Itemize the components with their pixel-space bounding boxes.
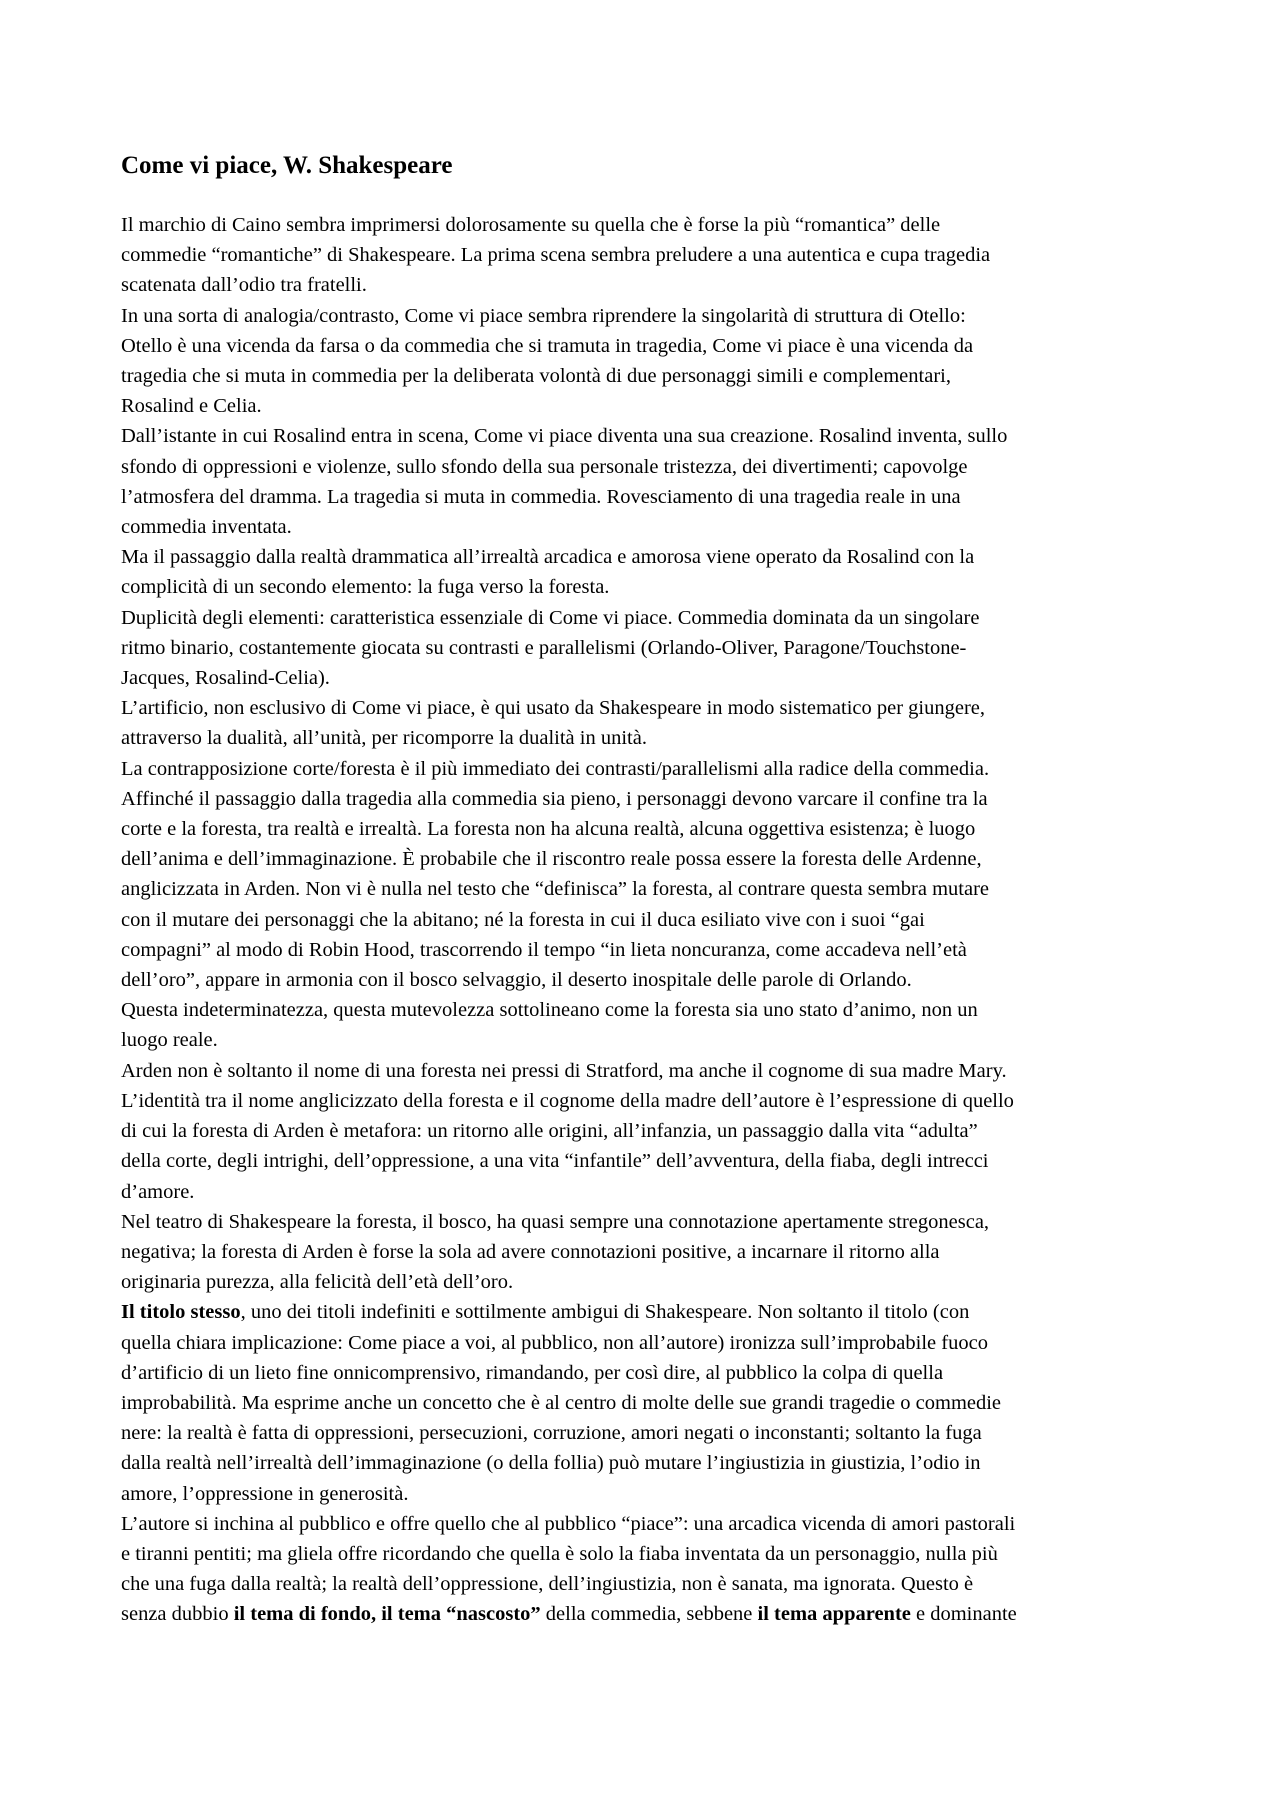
text-line: Dall’istante in cui Rosalind entra in scena, Come vi piace diventa una sua creazione. Rosalind inventa, sullo: [121, 425, 1008, 448]
text-line: tragedia che si muta in commedia per la deliberata volontà di due personaggi simili e complementari,: [121, 365, 951, 388]
text-line: amore, l’oppressione in generosità.: [121, 1482, 409, 1505]
text-line: Duplicità degli elementi: caratteristica essenziale di Come vi piace. Commedia dominata da un singolare: [121, 606, 980, 629]
text-line: anglicizzata in Arden. Non vi è nulla nel testo che “definisca” la foresta, al contrare questa sembra mutare: [121, 878, 990, 901]
text-run: della commedia, sebbene: [540, 1603, 758, 1626]
text-line: d’amore.: [121, 1180, 195, 1203]
text-line: L’identità tra il nome anglicizzato della foresta e il cognome della madre dell’autore è l’espressione di quello: [121, 1089, 1014, 1112]
text-line: compagni” al modo di Robin Hood, trascorrendo il tempo “in lieta noncuranza, come accadeva nell’età: [121, 938, 967, 961]
final-paragraph: [121, 1509, 1163, 1630]
text-line: Otello è una vicenda da farsa o da commedia che si tramuta in tragedia, Come vi piace è una vicenda da: [121, 334, 974, 357]
text-line: dalla realtà nell’irrealtà dell’immaginazione (o della follia) può mutare l’ingiustizia in giustizia, l’odio in: [121, 1452, 981, 1475]
text-run: , uno dei titoli indefiniti e sottilmente ambigui di Shakespeare. Non soltanto il titolo (con: [240, 1301, 970, 1324]
document-page: [121, 150, 1163, 1630]
paragraph: [121, 1207, 1163, 1298]
paragraph: [121, 421, 1163, 542]
text-run: e dominante: [910, 1603, 1017, 1626]
text-line: complicità di un secondo elemento: la fuga verso la foresta.: [121, 576, 610, 599]
text-line: luogo reale.: [121, 1029, 218, 1052]
text-line: attraverso la dualità, all’unità, per ricomporre la dualità in unità.: [121, 727, 647, 750]
text-line: l’atmosfera del dramma. La tragedia si muta in commedia. Rovesciamento di una tragedia reale in una: [121, 485, 961, 508]
text-line: Jacques, Rosalind-Celia).: [121, 667, 330, 690]
text-line: di cui la foresta di Arden è metafora: un ritorno alle origini, all’infanzia, un passaggio dalla vita “adulta”: [121, 1120, 978, 1143]
text-line: ritmo binario, costantemente giocata su contrasti e parallelismi (Orlando-Oliver, Paragone/Touchstone-: [121, 636, 967, 659]
text-line: con il mutare dei personaggi che la abitano; né la foresta in cui il duca esiliato vive con i suoi “gai: [121, 908, 925, 931]
text-line: dell’anima e dell’immaginazione. È probabile che il riscontro reale possa essere la foresta delle Ardenne,: [121, 848, 982, 871]
text-line: Nel teatro di Shakespeare la foresta, il bosco, ha quasi sempre una connotazione apertamente stregonesca,: [121, 1210, 990, 1233]
paragraph: [121, 754, 1163, 996]
text-line: [121, 1297, 1163, 1327]
text-line: L’artificio, non esclusivo di Come vi piace, è qui usato da Shakespeare in modo sistematico per giungere,: [121, 697, 986, 720]
text-line: In una sorta di analogia/contrasto, Come vi piace sembra riprendere la singolarità di struttura di Otello:: [121, 304, 966, 327]
text-line: Ma il passaggio dalla realtà drammatica all’irrealtà arcadica e amorosa viene operato da Rosalind con la: [121, 546, 975, 569]
text-line: Arden non è soltanto il nome di una foresta nei pressi di Stratford, ma anche il cognome di sua madre Mary.: [121, 1059, 1007, 1082]
text-line: commedie “romantiche” di Shakespeare. La prima scena sembra preludere a una autentica e cupa tragedia: [121, 244, 991, 267]
text-line: L’autore si inchina al pubblico e offre quello che al pubblico “piace”: una arcadica vicenda di amori pastorali: [121, 1512, 1016, 1535]
text-line: Rosalind e Celia.: [121, 395, 262, 418]
text-line: sfondo di oppressioni e violenze, sullo sfondo della sua personale tristezza, dei divertimenti; capovolge: [121, 455, 968, 478]
paragraph: [121, 995, 1163, 1055]
text-line: della corte, degli intrighi, dell’oppressione, a una vita “infantile” dell’avventura, della fiaba, degli intrecci: [121, 1150, 989, 1173]
paragraph: [121, 1056, 1163, 1207]
text-line: scatenata dall’odio tra fratelli.: [121, 274, 367, 297]
paragraph: [121, 301, 1163, 422]
bold-phrase: il tema di fondo, il tema “nascosto”: [233, 1603, 541, 1626]
text-line: La contrapposizione corte/foresta è il più immediato dei contrasti/parallelismi alla radice della commedia.: [121, 757, 990, 780]
text-run: senza dubbio: [121, 1603, 234, 1626]
paragraph: [121, 210, 1163, 301]
bold-phrase: Il titolo stesso: [121, 1301, 241, 1324]
body-text: [121, 210, 1163, 1630]
paragraph: [121, 542, 1163, 602]
text-line: quella chiara implicazione: Come piace a voi, al pubblico, non all’autore) ironizza sull’improbabile fuoco: [121, 1331, 988, 1354]
paragraph: [121, 603, 1163, 694]
text-line: Il marchio di Caino sembra imprimersi dolorosamente su quella che è forse la più “romantica” delle: [121, 214, 941, 236]
text-line: commedia inventata.: [121, 516, 292, 539]
text-line: e tiranni pentiti; ma gliela offre ricordando che quella è solo la fiaba inventata da un personaggio, nulla più: [121, 1542, 998, 1565]
text-line: d’artificio di un lieto fine onnicomprensivo, rimandando, per così dire, al pubblico la colpa di quella: [121, 1361, 944, 1384]
text-line: corte e la foresta, tra realtà e irrealtà. La foresta non ha alcuna realtà, alcuna oggettiva esistenza; è luogo: [121, 818, 976, 841]
text-line: nere: la realtà è fatta di oppressioni, persecuzioni, corruzione, amori negati o inconstanti; soltanto la fuga: [121, 1422, 982, 1445]
text-line: che una fuga dalla realtà; la realtà dell’oppressione, dell’ingiustizia, non è sanata, ma ignorata. Questo è: [121, 1573, 974, 1596]
text-line: originaria purezza, alla felicità dell’età dell’oro.: [121, 1271, 514, 1294]
paragraph: [121, 693, 1163, 753]
title-discussion-paragraph: [121, 1297, 1163, 1508]
text-line: improbabilità. Ma esprime anche un concetto che è al centro di molte delle sue grandi tragedie o commedie: [121, 1391, 1002, 1414]
text-line: Questa indeterminatezza, questa mutevolezza sottolineano come la foresta sia uno stato d’animo, non un: [121, 999, 978, 1022]
text-line: negativa; la foresta di Arden è forse la sola ad avere connotazioni positive, a incarnare il ritorno alla: [121, 1240, 940, 1263]
text-line: dell’oro”, appare in armonia con il bosco selvaggio, il deserto inospitale delle parole di Orlando.: [121, 969, 912, 992]
text-line: [121, 1599, 1163, 1629]
bold-phrase: il tema apparente: [757, 1603, 911, 1626]
document-title: Come vi piace, W. Shakespeare: [121, 152, 453, 179]
text-line: Affinché il passaggio dalla tragedia alla commedia sia pieno, i personaggi devono varcare il confine tra la: [121, 787, 988, 810]
